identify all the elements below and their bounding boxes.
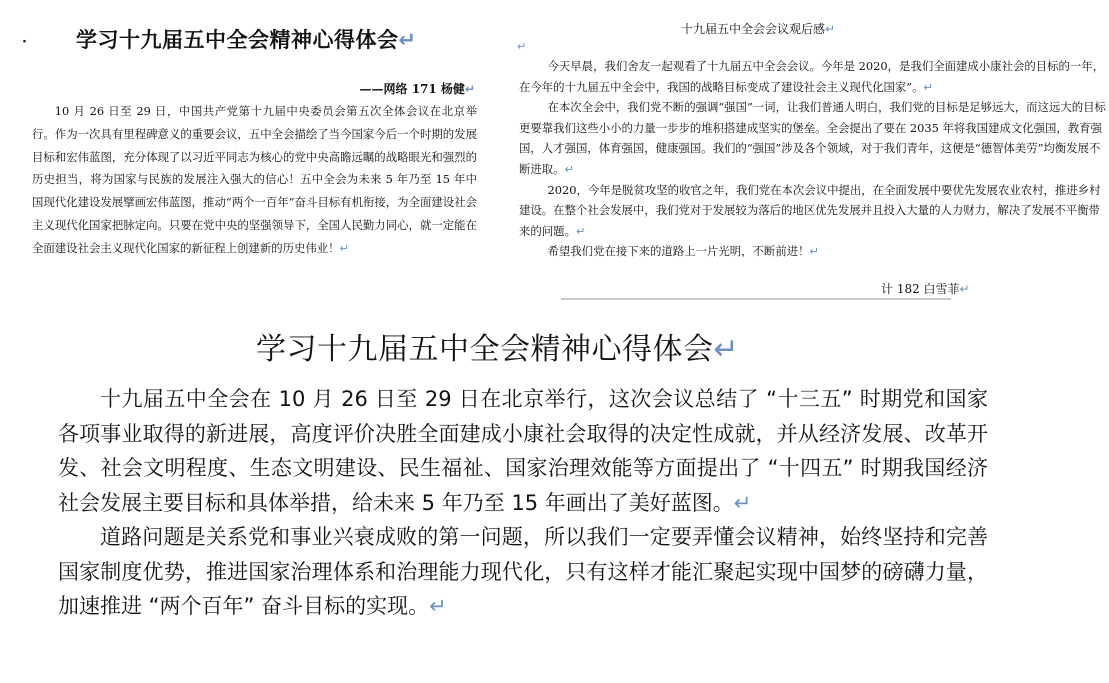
paragraph-mark-icon: ↵ [959,282,970,296]
paragraph-mark-icon: ↵ [733,490,752,515]
bullet-dot: · [22,34,27,50]
paragraph-mark-icon: ↵ [398,28,417,52]
doc3-paragraph: 十九届五中全会在 10 月 26 日至 29 日在北京举行，这次会议总结了 “十三五” 时期党和国家各项事业取得的新进展，高度评价决胜全面建成小康社会取得的决定性成就，并从经济发展、改革开发、社会文明程度、生态文明建设、民生福祉、国家治理效能等方面提出了 “十四五” 时期我国经济社会发展主要目标和具体举措，给未来 5 年乃至 15 年画出了美好蓝图。↵ [58,387,988,515]
paragraph-mark-icon: ↵ [517,40,527,53]
doc1-author: ——网络 171 杨健↵ [359,82,475,96]
doc2-paragraph: 在本次全会中，我们党不断的强调“强国”一词，让我们普通人明白，我们党的目标是足够远大，而这远大的目标更要靠我们这些小小的力量一步步的堆积搭建成坚实的堡垒。全会提出了要在 2035 年将我国建成文化强国，教育强国，人才强国，体育强国，健康强国。我们的“强国”涉及各个领域，对于我们青年，这便是“德智体美劳”均衡发展不断进取。↵ [519,100,1106,176]
doc2-paragraph: 2020，今年是脱贫攻坚的收官之年，我们党在本次会议中提出，在全面发展中要优先发展农业农村，推进乡村建设。在整个社会发展中，我们党对于发展较为落后的地区优先发展并且投入大量的人力财力，解决了发展不平衡带来的问题。↵ [519,182,1101,238]
doc1-paragraph: 10 月 26 日至 29 日，中国共产党第十九届中央委员会第五次全体会议在北京举行。作为一次具有里程碑意义的重要会议，五中全会描绘了当今国家今后一个时期的发展目标和宏伟蓝图，充分体现了以习近平同志为核心的党中央高瞻远瞩的战略眼光和强烈的历史担当，将为国家与民族的发展注入强大的信心！五中全会为未来 5 年乃至 15 年中国现代化建设发展擘画宏伟蓝图，推动“两个一百年”奋斗目标有机衔接，为全面建设社会主义现代化国家把脉定向。只要在党中央的坚强领导下，全国人民勤力同心，就一定能在全面建设社会主义现代化国家的新征程上创建新的历史伟业！↵ [32,104,477,255]
document-2 [505,0,1106,300]
paragraph-mark-icon: ↵ [464,82,475,96]
doc2-paragraph: 希望我们党在接下来的道路上一片光明，不断前进！↵ [547,244,820,259]
paragraph-mark-icon: ↵ [825,22,836,36]
document-1 [0,0,505,300]
doc3-title: 学习十九届五中全会精神心得体会↵ [256,332,740,367]
paragraph-mark-icon: ↵ [809,244,820,259]
paragraph-mark-icon: ↵ [339,240,350,255]
doc3-paragraph: 道路问题是关系党和事业兴衰成败的第一问题，所以我们一定要弄懂会议精神，始终坚持和完善国家制度优势，推进国家治理体系和治理能力现代化，只有这样才能汇聚起实现中国梦的磅礴力量，加速推进 “两个百年” 奋斗目标的实现。↵ [58,525,988,618]
doc2-paragraph: 今天早晨，我们舍友一起观看了十九届五中全会会议。今年是 2020，是我们全面建成小康社会的目标的一年，在今年的十九届五中全会中，我国的战略目标变成了建设社会主义现代化国家”。↵ [519,59,1105,94]
document-3 [0,300,1024,683]
paragraph-mark-icon: ↵ [564,161,575,176]
doc1-title: 学习十九届五中全会精神心得体会↵ [76,27,417,52]
paragraph-mark-icon: ↵ [575,223,586,238]
paragraph-mark-icon: ↵ [713,332,740,367]
doc2-title: 十九届五中全会会议观后感↵ [681,22,836,36]
doc2-body [519,56,1109,262]
doc3-body [58,382,988,624]
doc2-signature: 计 182 白雪菲↵ [881,282,970,296]
paragraph-mark-icon: ↵ [923,79,934,94]
paragraph-mark-icon: ↵ [429,594,447,618]
